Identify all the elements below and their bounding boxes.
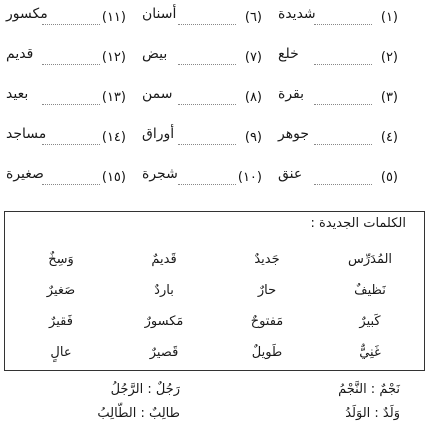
example-pair: رَجُلٌ : الرَّجُلُ bbox=[110, 382, 180, 397]
vocab-word: طَويلٌ bbox=[251, 345, 283, 360]
vocab-word: جَديدٌ bbox=[254, 252, 280, 267]
item-word: شديدة bbox=[278, 6, 316, 22]
list-column bbox=[6, 2, 126, 202]
item-number: (٧) bbox=[244, 50, 262, 65]
answer-line bbox=[42, 104, 100, 105]
answer-line bbox=[42, 184, 100, 185]
answer-line bbox=[314, 64, 372, 65]
vocab-word: مَفتوحٌ bbox=[250, 314, 284, 329]
answer-line bbox=[178, 24, 236, 25]
vocab-word: فَقيرٌ bbox=[49, 314, 73, 329]
vocab-word: قَديمٌ bbox=[151, 252, 177, 267]
item-number: (١١) bbox=[101, 10, 126, 25]
answer-line bbox=[42, 24, 100, 25]
item-word: بقرة bbox=[278, 86, 305, 102]
list-item bbox=[6, 2, 126, 42]
vocab-word: المُدَرِّس bbox=[347, 252, 393, 267]
item-number: (٥) bbox=[380, 170, 398, 185]
list-item bbox=[278, 82, 398, 122]
vocab-word: صَغيرٌ bbox=[46, 283, 76, 298]
list-item bbox=[6, 42, 126, 82]
vocab-column bbox=[124, 244, 204, 368]
item-word: مساجد bbox=[6, 126, 47, 142]
list-column bbox=[278, 2, 398, 202]
answer-line bbox=[314, 104, 372, 105]
new-words-title: الكلمات الجديدة : bbox=[310, 216, 406, 231]
item-number: (١٥) bbox=[101, 170, 126, 185]
vocab-word: حارٌ bbox=[257, 283, 277, 298]
item-word: خلع bbox=[278, 46, 299, 62]
list-column bbox=[142, 2, 262, 202]
vocab-column bbox=[330, 244, 410, 368]
item-word: جوهر bbox=[278, 126, 309, 142]
list-item bbox=[6, 82, 126, 122]
item-number: (٦) bbox=[244, 10, 262, 25]
item-word: بيض bbox=[142, 46, 168, 62]
answer-line bbox=[42, 64, 100, 65]
item-number: (١٣) bbox=[101, 90, 126, 105]
vocab-word: غَنِيٌّ bbox=[359, 345, 381, 360]
vocab-word: عالٍ bbox=[50, 345, 72, 360]
vocab-column bbox=[21, 244, 101, 368]
vocab-word: باردٌ bbox=[154, 283, 174, 298]
item-word: قديم bbox=[6, 46, 34, 62]
list-item bbox=[142, 42, 262, 82]
item-word: بعيد bbox=[6, 86, 29, 102]
definite-article-examples bbox=[0, 382, 430, 430]
item-word: شجرة bbox=[142, 166, 178, 182]
numbered-word-list bbox=[0, 2, 430, 204]
item-number: (١٢) bbox=[101, 50, 126, 65]
list-item bbox=[142, 162, 262, 202]
answer-line bbox=[42, 144, 100, 145]
vocab-word: قَصيرٌ bbox=[149, 345, 179, 360]
item-number: (٣) bbox=[380, 90, 398, 105]
vocab-word: مَكسورٌ bbox=[144, 314, 184, 329]
item-number: (٤) bbox=[380, 130, 398, 145]
list-item bbox=[6, 162, 126, 202]
list-item bbox=[278, 162, 398, 202]
answer-line bbox=[314, 144, 372, 145]
list-item bbox=[6, 122, 126, 162]
vocab-column bbox=[227, 244, 307, 368]
item-word: سمن bbox=[142, 86, 173, 102]
answer-line bbox=[314, 24, 372, 25]
item-number: (٨) bbox=[244, 90, 262, 105]
item-number: (١٤) bbox=[101, 130, 126, 145]
item-number: (٩) bbox=[244, 130, 262, 145]
answer-line bbox=[178, 144, 236, 145]
item-number: (١) bbox=[380, 10, 398, 25]
item-word: أسنان bbox=[142, 6, 177, 22]
vocab-word: نَظيفٌ bbox=[354, 283, 386, 298]
answer-line bbox=[178, 184, 236, 185]
answer-line bbox=[314, 184, 372, 185]
new-words-box bbox=[4, 211, 425, 371]
answer-line bbox=[178, 104, 236, 105]
example-pair: وَلَدٌ : الوَلَدُ bbox=[345, 406, 400, 421]
example-pair: طالِبٌ : الطّالِبُ bbox=[97, 406, 180, 421]
item-word: صغيرة bbox=[6, 166, 44, 182]
vocab-word: وَسِخٌ bbox=[48, 252, 74, 267]
list-item bbox=[278, 122, 398, 162]
answer-line bbox=[178, 64, 236, 65]
list-item bbox=[278, 2, 398, 42]
item-number: (٢) bbox=[380, 50, 398, 65]
list-item bbox=[142, 82, 262, 122]
vocab-word: كَبيرٌ bbox=[359, 314, 381, 329]
item-word: أوراق bbox=[142, 126, 175, 142]
item-word: مكسور bbox=[6, 6, 48, 22]
list-item bbox=[142, 2, 262, 42]
list-item bbox=[142, 122, 262, 162]
item-number: (١٠) bbox=[237, 170, 262, 185]
example-pair: نَجْمٌ : النَّجْمُ bbox=[338, 382, 400, 397]
new-words-grid bbox=[20, 244, 410, 368]
item-word: عنق bbox=[278, 166, 303, 182]
list-item bbox=[278, 42, 398, 82]
